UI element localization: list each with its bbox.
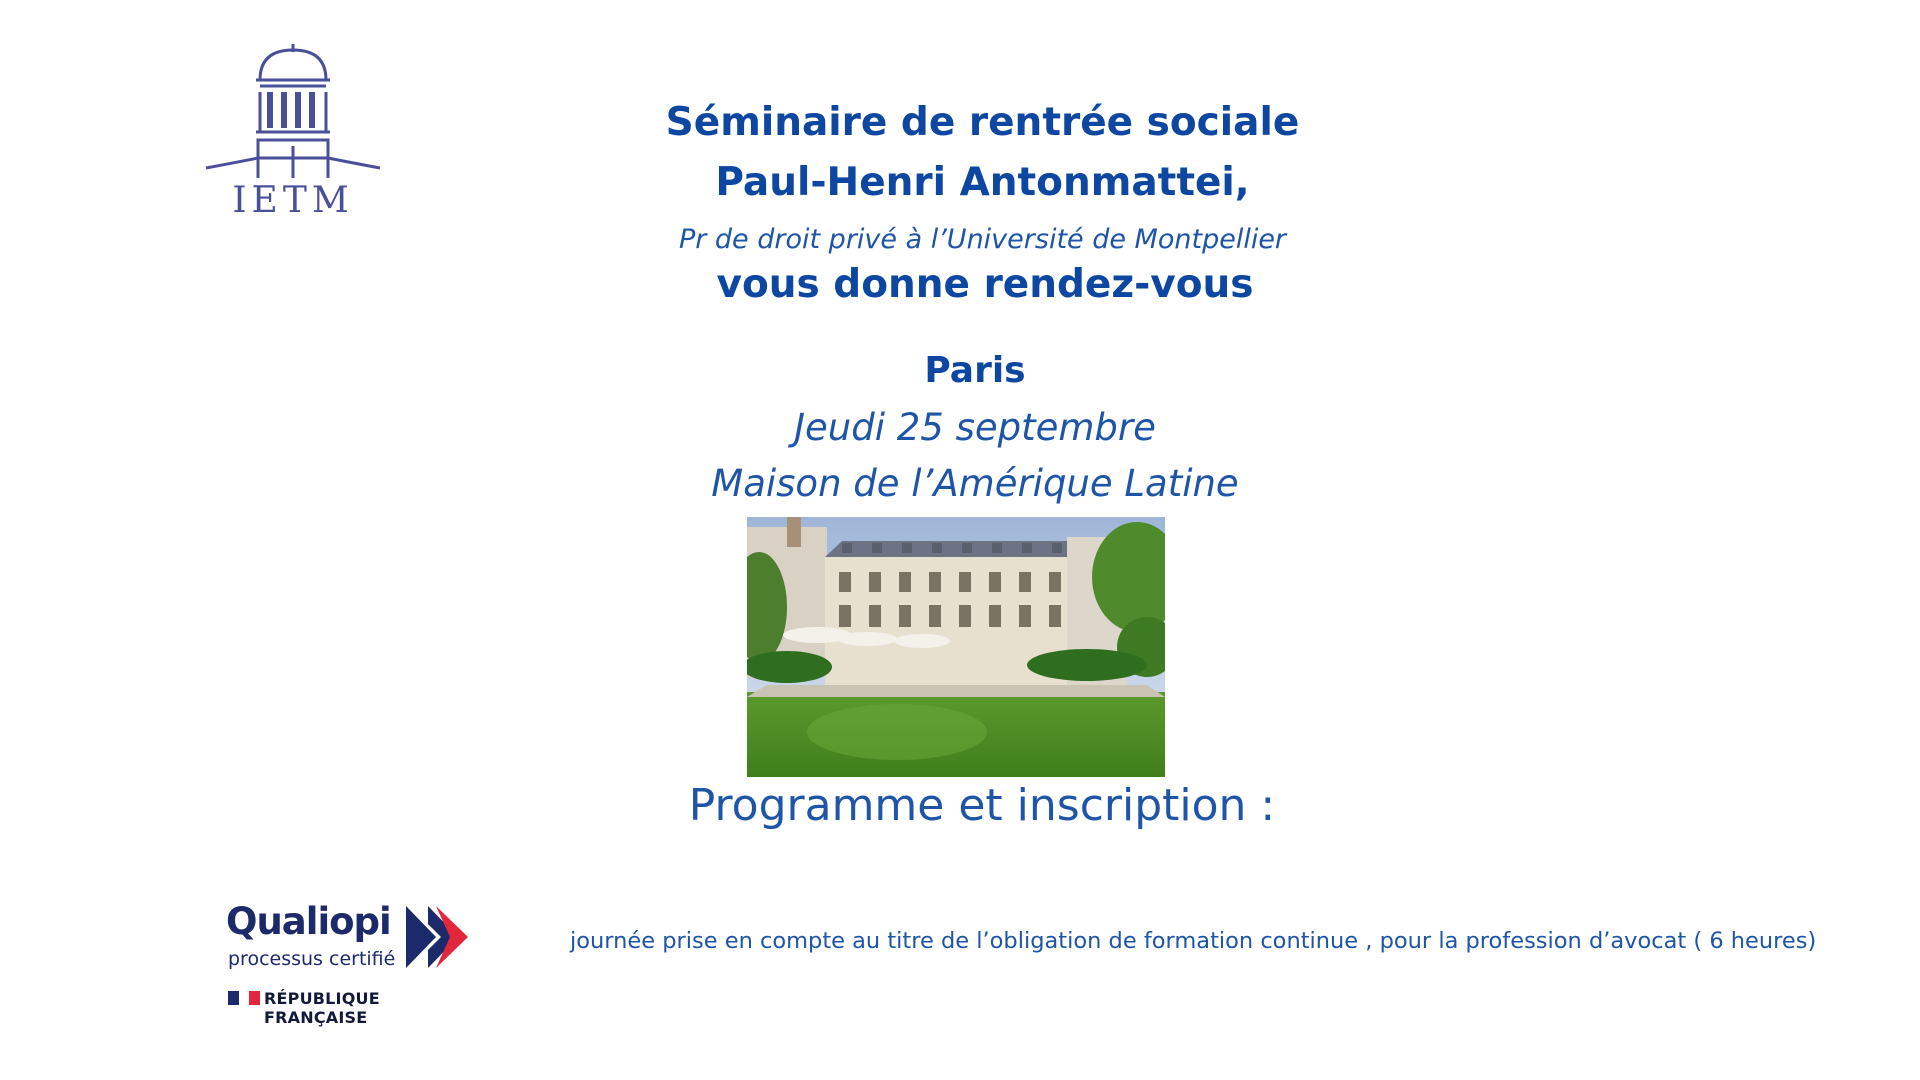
french-flag-icon — [228, 991, 260, 1005]
republique-francaise-label: RÉPUBLIQUE FRANÇAISE — [264, 989, 380, 1027]
event-venue: Maison de l’Amérique Latine — [711, 462, 1239, 505]
venue-photo — [747, 517, 1165, 777]
qualiopi-badge — [226, 900, 486, 1027]
ietm-wordmark: IETM — [232, 180, 354, 221]
qualiopi-brand: Qualiopi — [226, 900, 391, 943]
qualiopi-arrows-icon — [406, 906, 472, 968]
training-credit-note: journée prise en compte au titre de l’obligation de formation continue , pour la profession d’avocat ( 6 heures) — [570, 928, 1817, 954]
qualiopi-tagline: processus certifié — [228, 948, 396, 970]
invitation-line: vous donne rendez-vous — [716, 262, 1254, 307]
speaker-name: Paul-Henri Antonmattei, — [715, 160, 1250, 205]
programme-link[interactable]: Programme et inscription : — [688, 780, 1276, 831]
speaker-affiliation: Pr de droit privé à l’Université de Montpellier — [678, 224, 1287, 255]
event-date: Jeudi 25 septembre — [794, 406, 1156, 449]
seminar-title: Séminaire de rentrée sociale — [665, 100, 1300, 145]
event-city: Paris — [924, 350, 1026, 391]
